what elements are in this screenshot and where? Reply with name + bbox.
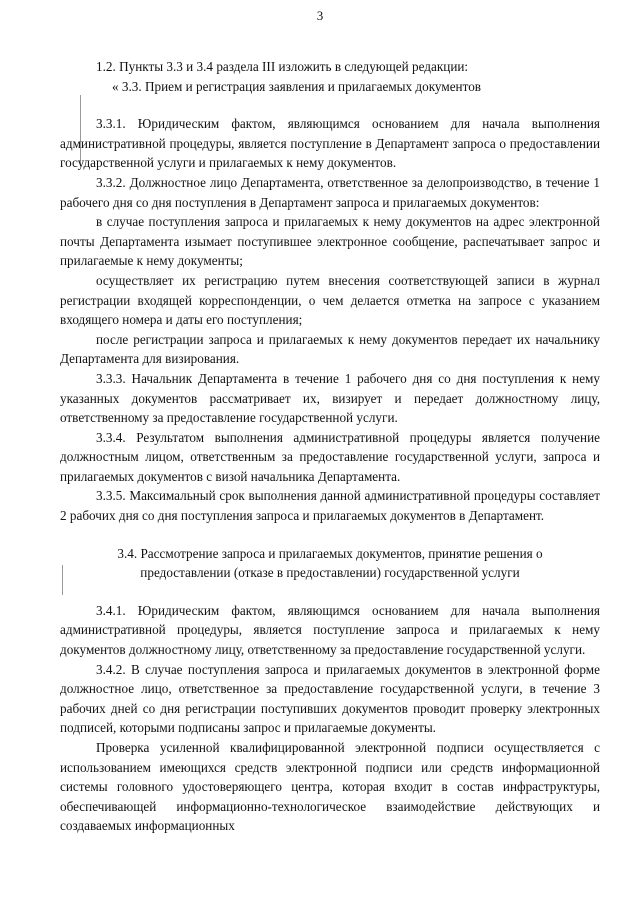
paragraph-3-3-1: 3.3.1. Юридическим фактом, являющимся основанием для начала выполнения административной процедуры, является поступление в Департамент запроса о предоставлении государственной услуги и прилагаемых к нему документов. bbox=[60, 116, 600, 171]
paragraph-3-4-2-a: Проверка усиленной квалифицированной электронной подписи осуществляется с использованием имеющихся средств электронной подписи или средств информационной системы головного удостоверяющего центра, которая входит в состав инфраструктуры, обеспечивающей информационно-технологическое взаимодействие действующих и создаваемых информационных bbox=[60, 740, 600, 834]
paragraph-3-4-1: 3.4.1. Юридическим фактом, являющимся основанием для начала выполнения административной процедуры, является поступление запроса и прилагаемых к нему документов должностному лицу, ответственному за предоставление государственной услуги. bbox=[60, 602, 600, 658]
section-3-4-heading-line: предоставлении (отказе в предоставлении) государственной услуги bbox=[140, 565, 520, 581]
page-number: 3 bbox=[316, 8, 324, 23]
paragraph-3-3-2-b: осуществляет их регистрацию путем внесения соответствующей записи в журнал регистрации входящей корреспонденции, о чем делается отметка на запросе с указанием входящего номера и даты его поступления; bbox=[60, 272, 600, 328]
section-3-4-heading-line: 3.4. Рассмотрение запроса и прилагаемых документов, принятие решения о bbox=[117, 545, 543, 561]
paragraph-3-3-3: 3.3.3. Начальник Департамента в течение 1 рабочего дня со дня поступления к нему указанных документов рассматривает их, визирует и передает должностному лицу, ответственному за предоставление государственной услуги. bbox=[60, 370, 600, 426]
paragraph-3-4-2: 3.4.2. В случае поступления запроса и прилагаемых документов в электронной форме должностное лицо, ответственное за предоставление государственной услуги, в течение 3 рабочих дней со дня регистрации поступивших документов проводит проверку электронных подписей, которыми подписаны запрос и прилагаемые документы. bbox=[60, 661, 600, 736]
document-body bbox=[60, 57, 600, 836]
paragraph-3-3-5: 3.3.5. Максимальный срок выполнения данной административной процедуры составляет 2 рабочих дня со дня поступления запроса и прилагаемых документов в Департамент. bbox=[60, 488, 600, 524]
paragraph-3-3-2-c: после регистрации запроса и прилагаемых к нему документов передает их начальнику Департамента для визирования. bbox=[60, 331, 600, 367]
amendment-intro bbox=[60, 57, 600, 96]
paragraph-3-3-2: 3.3.2. Должностное лицо Департамента, ответственное за делопроизводство, в течение 1 рабочего дня со дня поступления в Департамент запроса и прилагаемых документов: bbox=[60, 174, 600, 210]
paragraph-3-3-2-a: в случае поступления запроса и прилагаемых к нему документов на адрес электронной почты Департамента изымает поступившее электронное сообщение, распечатывает запрос и прилагаемые к нему документы; bbox=[60, 214, 600, 269]
section-3-4-heading bbox=[60, 544, 600, 583]
paragraph-3-3-4: 3.3.4. Результатом выполнения административной процедуры является получение должностным лицом, ответственным за предоставление государственной услуги, запроса и прилагаемых документов с визой начальника Департамента. bbox=[60, 429, 600, 484]
amendment-line: 1.2. Пункты 3.3 и 3.4 раздела III изложить в следующей редакции: bbox=[96, 59, 469, 74]
section-3-3-title: « 3.3. Прием и регистрация заявления и прилагаемых документов bbox=[112, 78, 482, 94]
